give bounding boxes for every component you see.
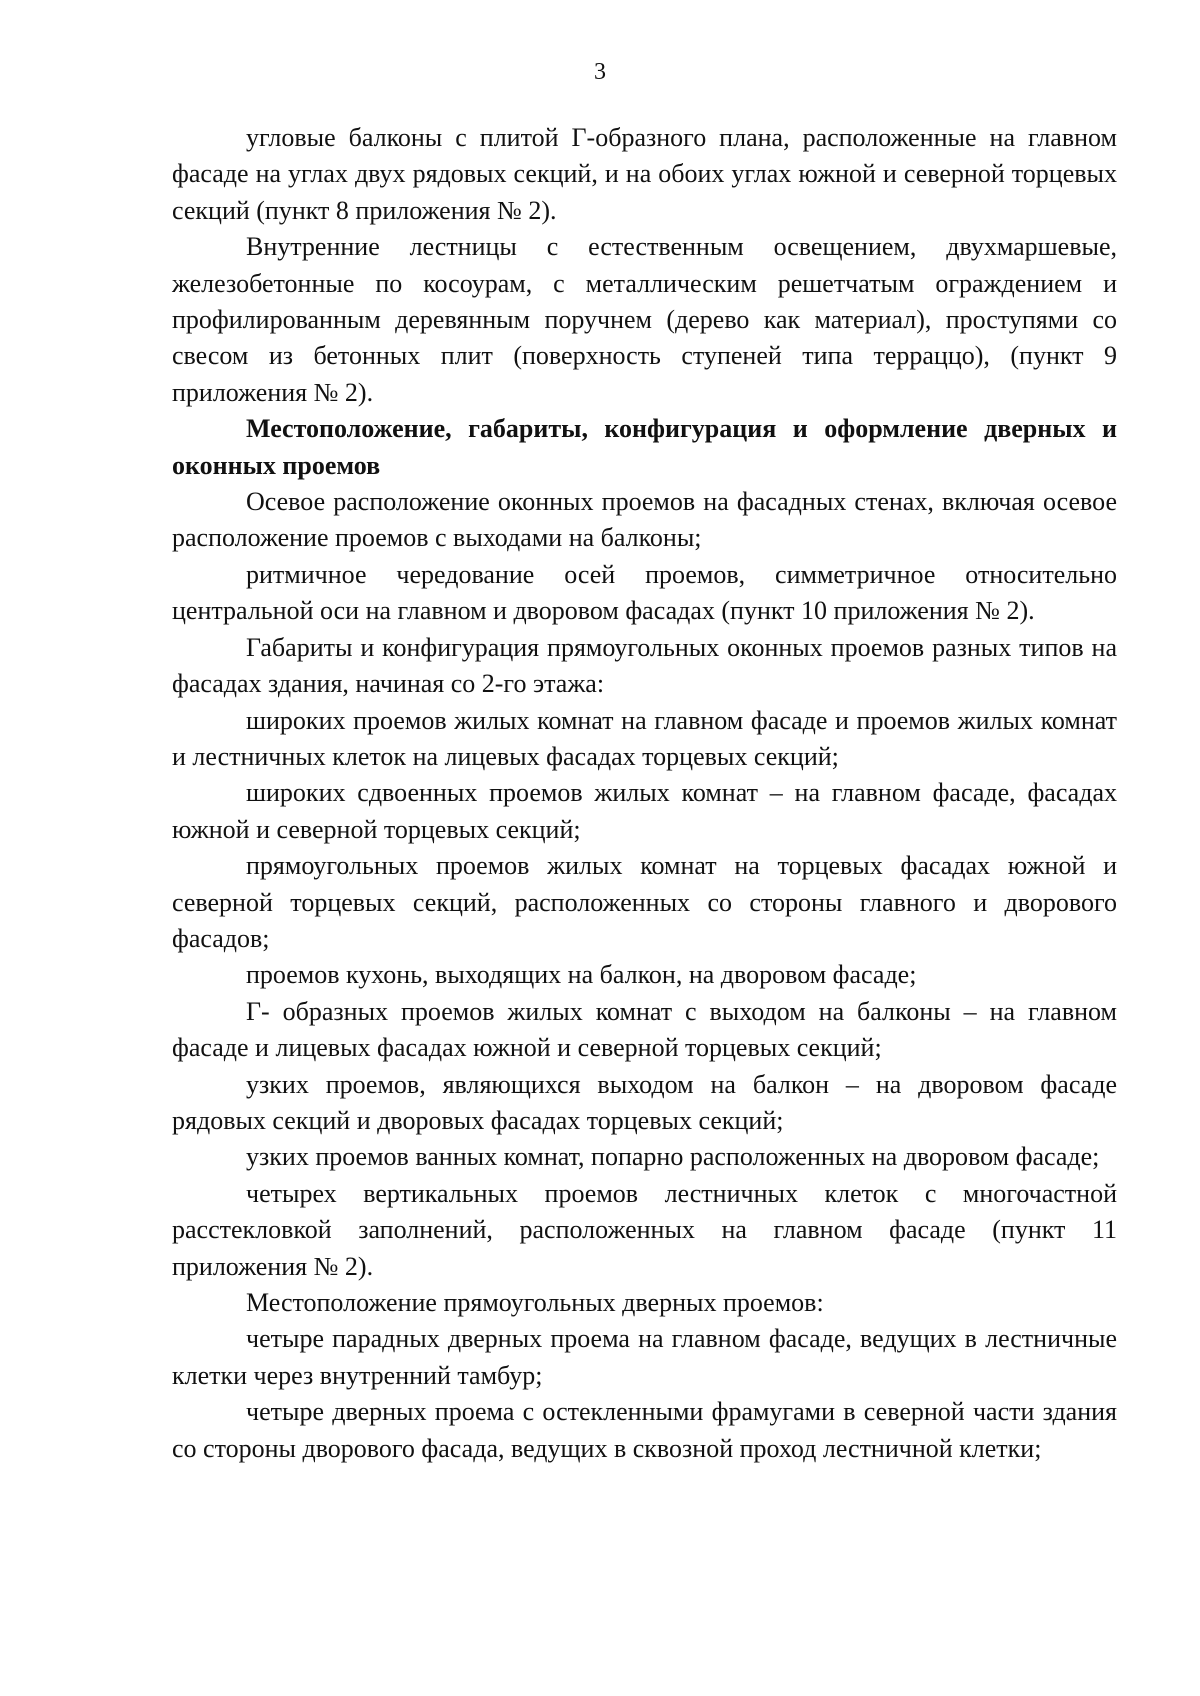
page-number: 3	[594, 59, 606, 85]
paragraph: узких проемов, являющихся выходом на балкон – на дворовом фасаде рядовых секций и дворовых фасадах торцевых секций;	[172, 1069, 1117, 1135]
section-heading: Местоположение, габариты, конфигурация и оформление дверных и оконных проемов	[172, 414, 1117, 480]
document-body	[172, 120, 1117, 1467]
paragraph: Габариты и конфигурация прямоугольных оконных проемов разных типов на фасадах здания, начиная со 2-го этажа:	[172, 632, 1117, 699]
paragraph: проемов кухонь, выходящих на балкон, на дворовом фасаде;	[246, 960, 917, 990]
paragraph: угловые балконы с плитой Г-образного плана, расположенные на главном фасаде на углах двух рядовых секций, и на обоих углах южной и северной торцевых секций (пункт 8 приложения № 2).	[172, 123, 1117, 225]
paragraph: Местоположение прямоугольных дверных проемов:	[246, 1288, 824, 1317]
paragraph: прямоугольных проемов жилых комнат на торцевых фасадах южной и северной торцевых секций, расположенных со стороны главного и дворового фасадов;	[172, 851, 1117, 953]
paragraph: четырех вертикальных проемов лестничных клеток с многочастной расстекловкой заполнений, расположенных на главном фасаде (пункт 11 приложения № 2).	[172, 1178, 1117, 1281]
paragraph: узких проемов ванных комнат, попарно расположенных на дворовом фасаде;	[246, 1142, 1100, 1172]
paragraph: широких проемов жилых комнат на главном фасаде и проемов жилых комнат и лестничных клеток на лицевых фасадах торцевых секций;	[172, 705, 1117, 771]
paragraph: четыре дверных проема с остекленными фрамугами в северной части здания со стороны дворового фасада, ведущих в сквозной проход лестничной клетки;	[172, 1397, 1117, 1463]
paragraph: Осевое расположение оконных проемов на фасадных стенах, включая осевое расположение проемов с выходами на балконы;	[172, 487, 1117, 553]
paragraph: Г- образных проемов жилых комнат с выходом на балконы – на главном фасаде и лицевых фасадах южной и северной торцевых секций;	[172, 996, 1117, 1063]
paragraph: ритмичное чередование осей проемов, симметричное относительно центральной оси на главном и дворовом фасадах (пункт 10 приложения № 2).	[172, 559, 1117, 626]
paragraph: широких сдвоенных проемов жилых комнат – на главном фасаде, фасадах южной и северной торцевых секций;	[172, 778, 1117, 844]
paragraph: Внутренние лестницы с естественным освещением, двухмаршевые, железобетонные по косоурам, с металлическим решетчатым ограждением и профилированным деревянным поручнем (дерево как материал), проступями со свесом из бетонных плит (поверхность ступеней типа терраццо), (пункт 9 приложения № 2).	[172, 232, 1117, 407]
paragraph: четыре парадных дверных проема на главном фасаде, ведущих в лестничные клетки через внутренний тамбур;	[172, 1324, 1117, 1390]
